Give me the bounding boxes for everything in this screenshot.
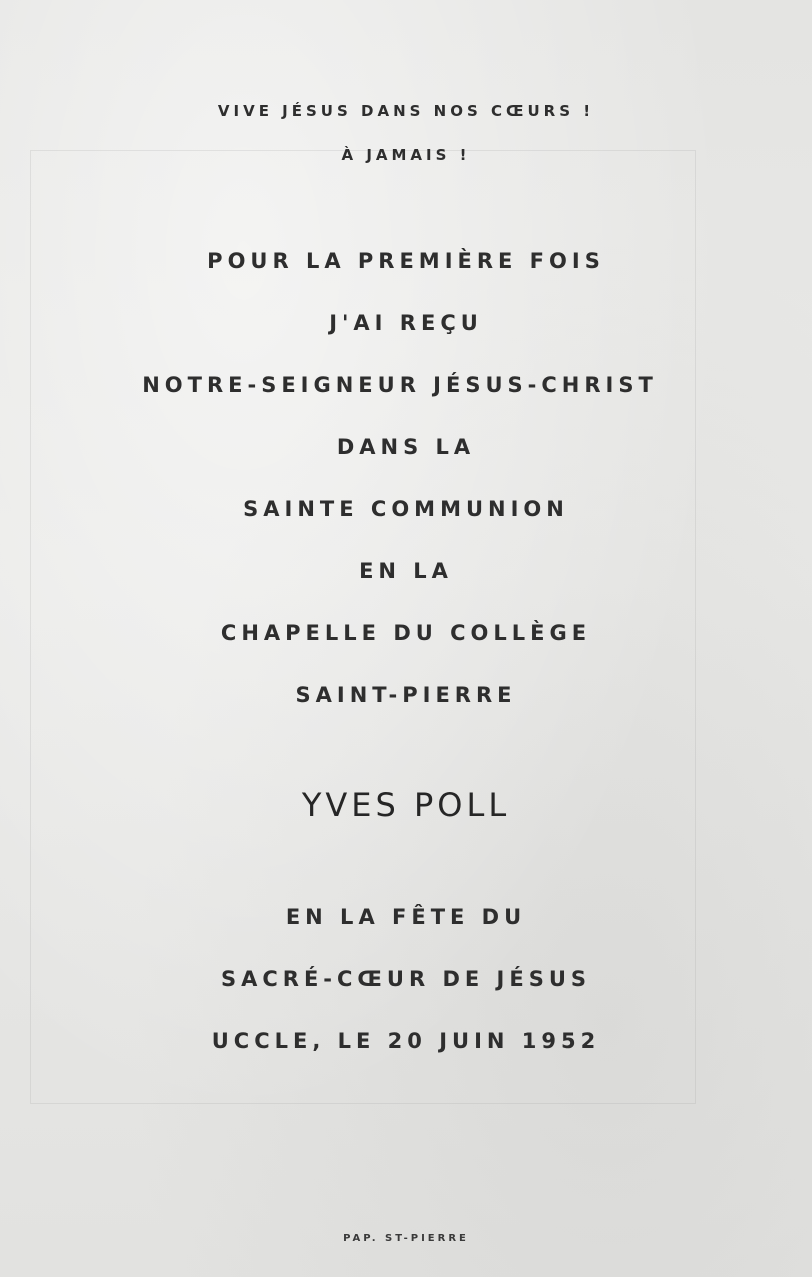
footer-line-2: SACRÉ-CŒUR DE JÉSUS — [220, 967, 592, 991]
body-line-5: SAINTE COMMUNION — [243, 497, 569, 521]
communicant-name: YVES POLL — [301, 786, 511, 824]
printer-mark: PAP. ST-PIERRE — [343, 1233, 469, 1244]
body-line-4: DANS LA — [336, 435, 476, 459]
header-line-1: VIVE JÉSUS DANS NOS CŒURS ! — [217, 102, 595, 120]
footer-line-1: EN LA FÊTE DU — [285, 905, 527, 929]
body-line-1: POUR LA PREMIÈRE FOIS — [207, 249, 605, 273]
footer-line-3: UCCLE, LE 20 JUIN 1952 — [211, 1029, 601, 1053]
header-line-2: À JAMAIS ! — [341, 146, 471, 164]
body-line-3: NOTRE-SEIGNEUR JÉSUS-CHRIST — [142, 373, 658, 397]
body-line-6: EN LA — [359, 559, 453, 583]
body-line-8: SAINT-PIERRE — [295, 683, 517, 707]
body-line-7: CHAPELLE DU COLLÈGE — [220, 621, 592, 645]
body-line-2: J'AI REÇU — [329, 311, 483, 335]
